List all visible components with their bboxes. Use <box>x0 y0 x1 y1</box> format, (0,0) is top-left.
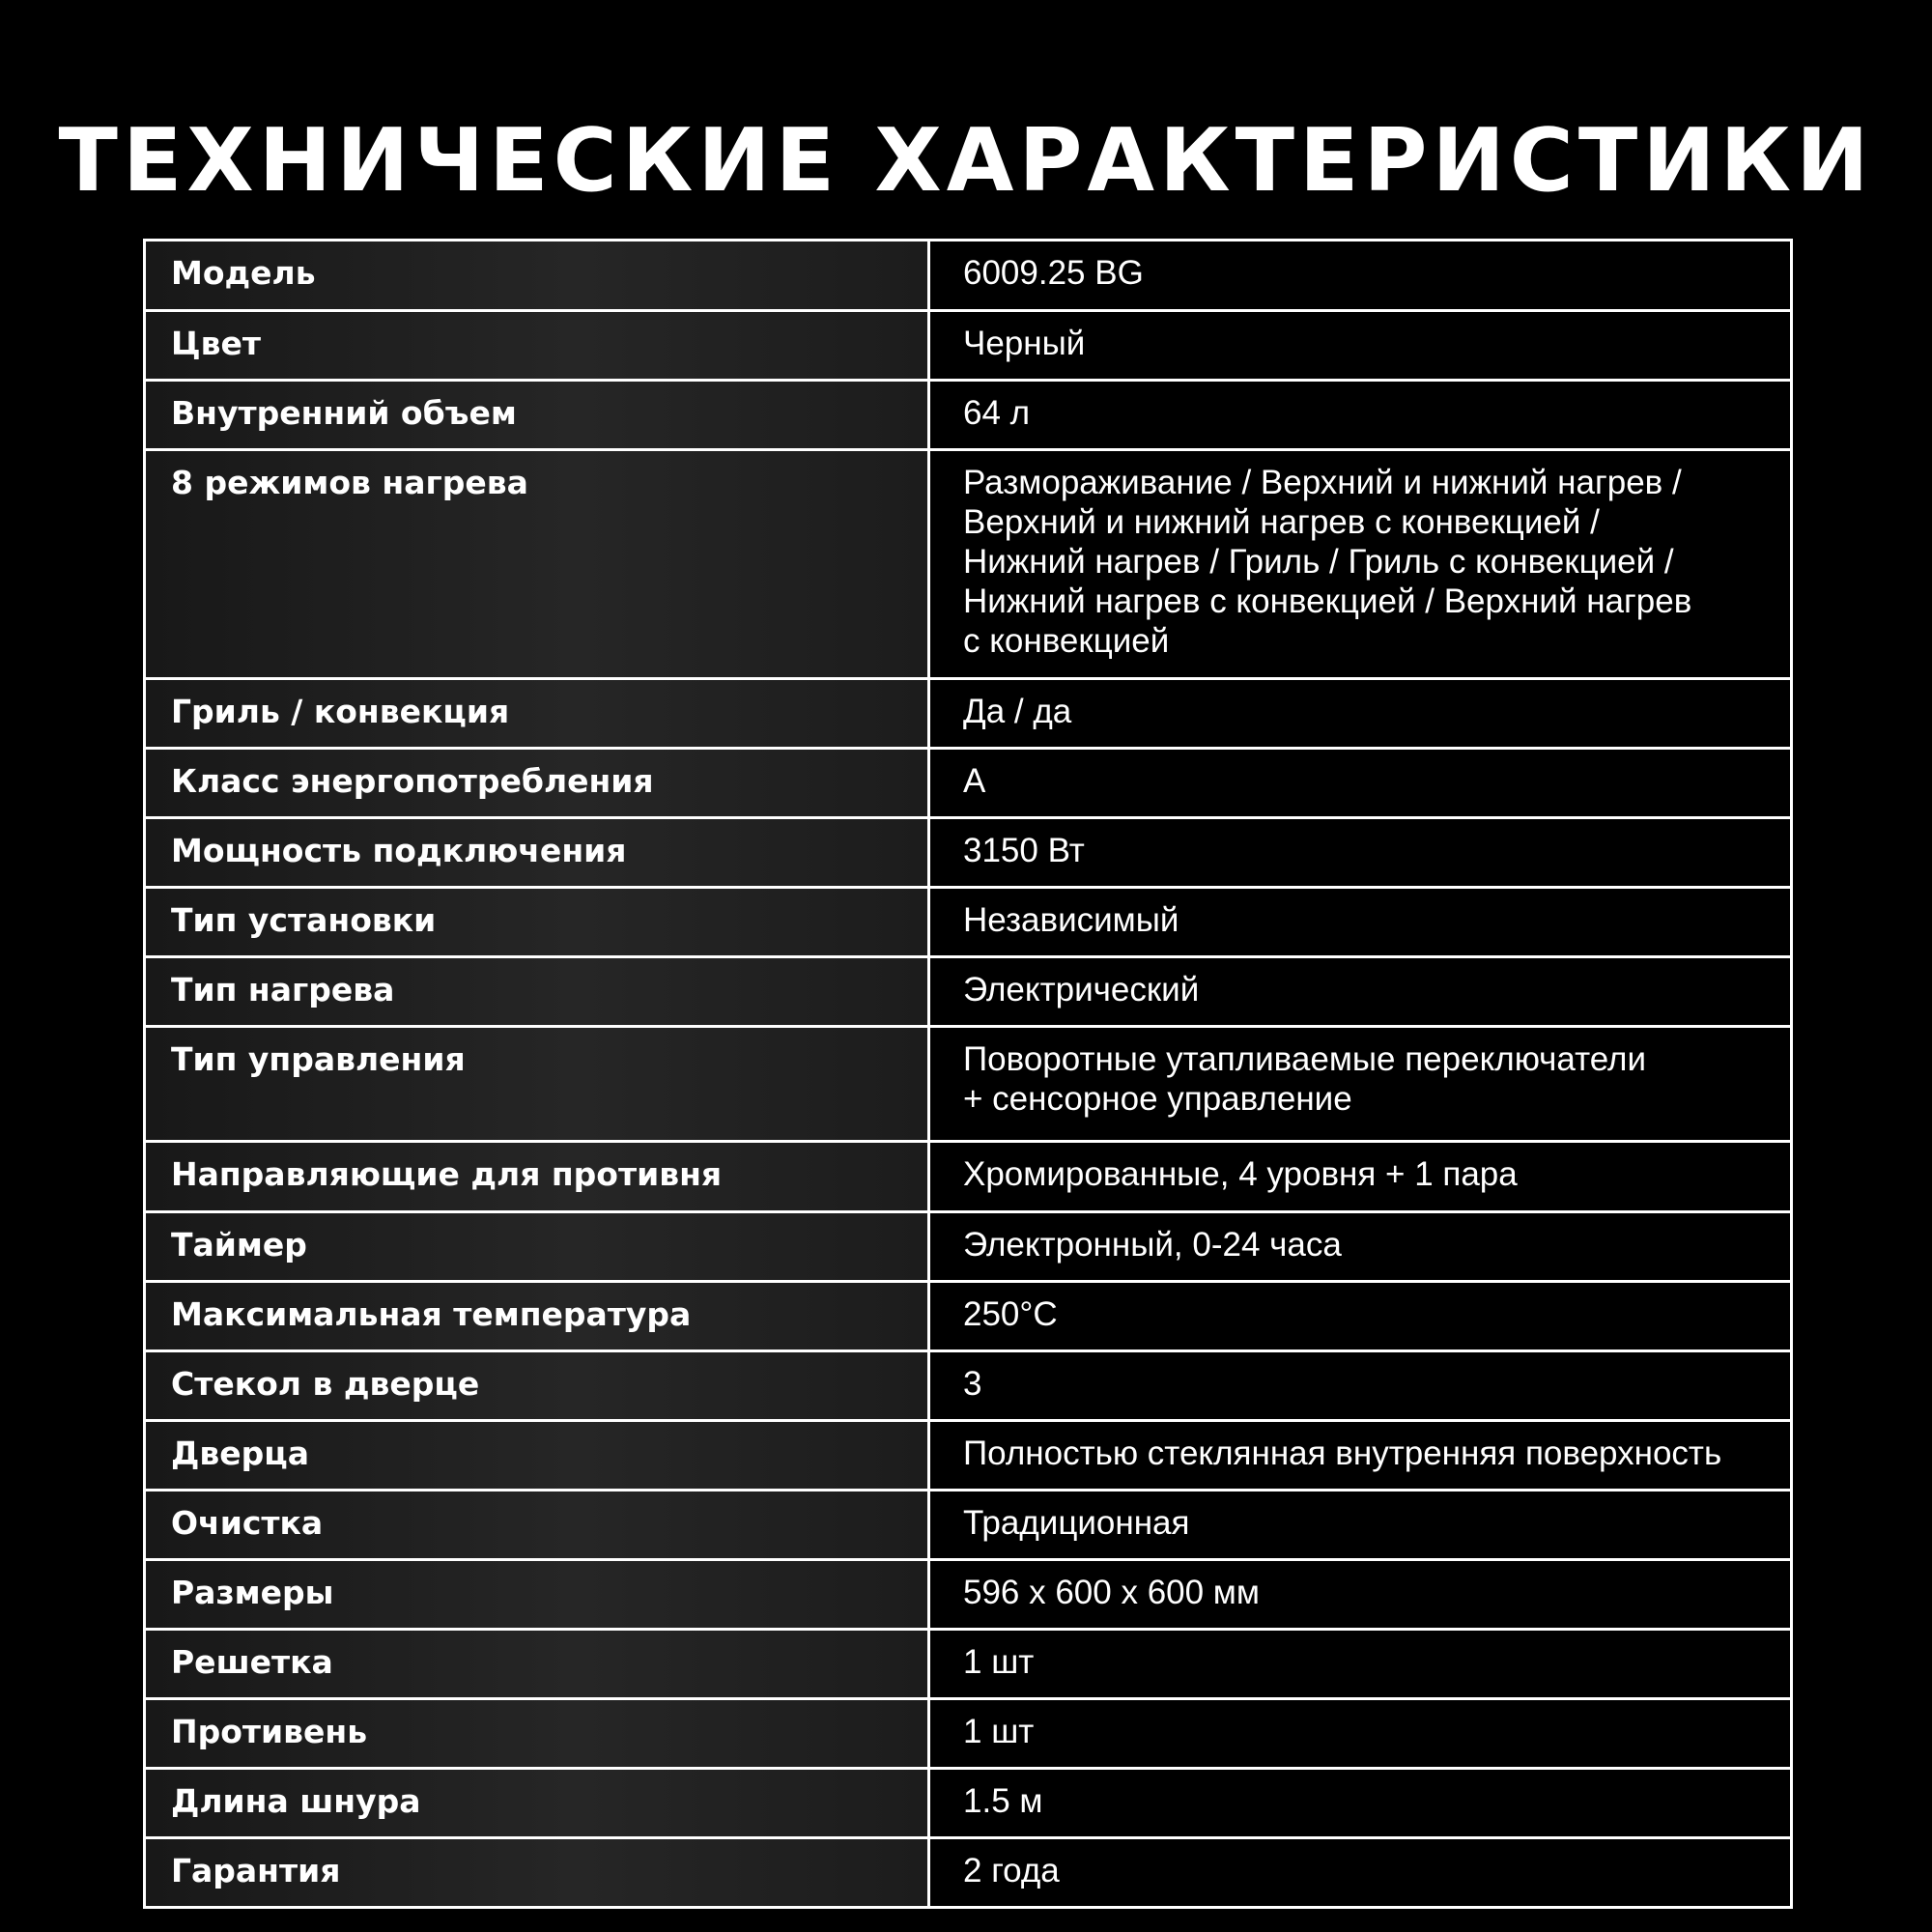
spec-value: Черный <box>963 325 1086 362</box>
spec-value: Да / да <box>963 693 1072 730</box>
spec-key-cell <box>145 1838 929 1908</box>
spec-key: Дверца <box>171 1435 310 1472</box>
spec-value-cell <box>929 381 1792 450</box>
table-row <box>145 888 1792 957</box>
spec-key-cell <box>145 1491 929 1560</box>
spec-value: A <box>963 762 986 800</box>
specs-table <box>143 239 1793 1909</box>
spec-key: Направляющие для противня <box>171 1155 723 1193</box>
table-row <box>145 1212 1792 1282</box>
spec-value-cell <box>929 450 1792 679</box>
table-row <box>145 1560 1792 1630</box>
spec-key-cell <box>145 679 929 749</box>
spec-value: Независимый <box>963 901 1179 939</box>
spec-value-cell <box>929 1421 1792 1491</box>
spec-key-cell <box>145 1027 929 1142</box>
spec-value-cell <box>929 1769 1792 1838</box>
spec-value: Полностью стеклянная внутренняя поверхность <box>963 1435 1722 1472</box>
spec-key: Стекол в дверце <box>171 1365 480 1403</box>
table-row <box>145 1142 1792 1212</box>
table-row <box>145 311 1792 381</box>
spec-value-cell <box>929 1027 1792 1142</box>
spec-value: 2 года <box>963 1852 1060 1889</box>
table-row <box>145 1769 1792 1838</box>
spec-key-cell <box>145 311 929 381</box>
spec-value: 596 x 600 x 600 мм <box>963 1574 1260 1611</box>
table-row <box>145 1630 1792 1699</box>
spec-key-cell <box>145 381 929 450</box>
spec-value: 3150 Вт <box>963 832 1085 869</box>
spec-key: Длина шнура <box>171 1782 421 1820</box>
spec-key: Размеры <box>171 1574 334 1611</box>
spec-value-cell <box>929 818 1792 888</box>
spec-value: Поворотные утапливаемые переключатели + сенсорное управление <box>963 1040 1647 1118</box>
spec-key-cell <box>145 1769 929 1838</box>
spec-key: Решетка <box>171 1643 333 1681</box>
spec-key-cell <box>145 1212 929 1282</box>
table-row <box>145 957 1792 1027</box>
spec-key: Гарантия <box>171 1852 341 1889</box>
spec-value-cell <box>929 679 1792 749</box>
spec-value-cell <box>929 1491 1792 1560</box>
spec-key-cell <box>145 1351 929 1421</box>
spec-key-cell <box>145 1560 929 1630</box>
spec-value: Размораживание / Верхний и нижний нагрев / Верхний и нижний нагрев с конвекцией / Нижний нагрев / Гриль / Гриль с конвекцией / Нижний нагрев с конвекцией / Верхний нагрев с конвекцией <box>963 464 1692 660</box>
specs-table-body <box>145 241 1792 1908</box>
table-row <box>145 1838 1792 1908</box>
spec-key: Гриль / конвекция <box>171 693 510 730</box>
spec-value: 64 л <box>963 394 1031 432</box>
spec-value-cell <box>929 1212 1792 1282</box>
spec-key: Внутренний объем <box>171 394 517 432</box>
spec-value-cell <box>929 1142 1792 1212</box>
spec-value-cell <box>929 1838 1792 1908</box>
spec-value-cell <box>929 1351 1792 1421</box>
spec-value: 1 шт <box>963 1643 1035 1681</box>
spec-value-cell <box>929 1560 1792 1630</box>
spec-key: Модель <box>171 254 316 292</box>
spec-value: 3 <box>963 1365 982 1403</box>
spec-value-cell <box>929 241 1792 311</box>
spec-key-cell <box>145 241 929 311</box>
spec-value: Электронный, 0-24 часа <box>963 1226 1342 1264</box>
spec-value: Хромированные, 4 уровня + 1 пара <box>963 1155 1518 1193</box>
spec-value: Традиционная <box>963 1504 1190 1542</box>
table-row <box>145 241 1792 311</box>
table-row <box>145 1491 1792 1560</box>
spec-value-cell <box>929 888 1792 957</box>
spec-value-cell <box>929 1630 1792 1699</box>
spec-key-cell <box>145 1699 929 1769</box>
spec-key: Максимальная температура <box>171 1295 692 1333</box>
spec-key: Тип управления <box>171 1040 466 1078</box>
table-row <box>145 679 1792 749</box>
table-row <box>145 1699 1792 1769</box>
spec-key-cell <box>145 818 929 888</box>
spec-key: Цвет <box>171 325 262 362</box>
spec-key: Тип нагрева <box>171 971 395 1009</box>
spec-key-cell <box>145 1142 929 1212</box>
spec-key: Противень <box>171 1713 368 1750</box>
spec-key-cell <box>145 1421 929 1491</box>
spec-value: 250°C <box>963 1295 1058 1333</box>
spec-value-cell <box>929 1282 1792 1351</box>
spec-value-cell <box>929 311 1792 381</box>
table-row <box>145 818 1792 888</box>
table-row <box>145 450 1792 679</box>
spec-key: Класс энергопотребления <box>171 762 654 800</box>
spec-key: Таймер <box>171 1226 307 1264</box>
table-row <box>145 749 1792 818</box>
table-row <box>145 1351 1792 1421</box>
spec-key: Мощность подключения <box>171 832 627 869</box>
spec-key: 8 режимов нагрева <box>171 464 528 501</box>
spec-value: 1.5 м <box>963 1782 1043 1820</box>
spec-value: 1 шт <box>963 1713 1035 1750</box>
page-title: ТЕХНИЧЕСКИЕ ХАРАКТЕРИСТИКИ <box>58 110 1874 212</box>
spec-value: 6009.25 BG <box>963 254 1144 292</box>
table-row <box>145 1027 1792 1142</box>
table-row <box>145 1282 1792 1351</box>
spec-key: Тип установки <box>171 901 437 939</box>
spec-key: Очистка <box>171 1504 324 1542</box>
spec-key-cell <box>145 749 929 818</box>
spec-value: Электрический <box>963 971 1200 1009</box>
spec-value-cell <box>929 1699 1792 1769</box>
spec-key-cell <box>145 957 929 1027</box>
spec-key-cell <box>145 888 929 957</box>
spec-key-cell <box>145 1282 929 1351</box>
table-row <box>145 381 1792 450</box>
spec-value-cell <box>929 957 1792 1027</box>
table-row <box>145 1421 1792 1491</box>
spec-key-cell <box>145 450 929 679</box>
spec-value-cell <box>929 749 1792 818</box>
spec-key-cell <box>145 1630 929 1699</box>
